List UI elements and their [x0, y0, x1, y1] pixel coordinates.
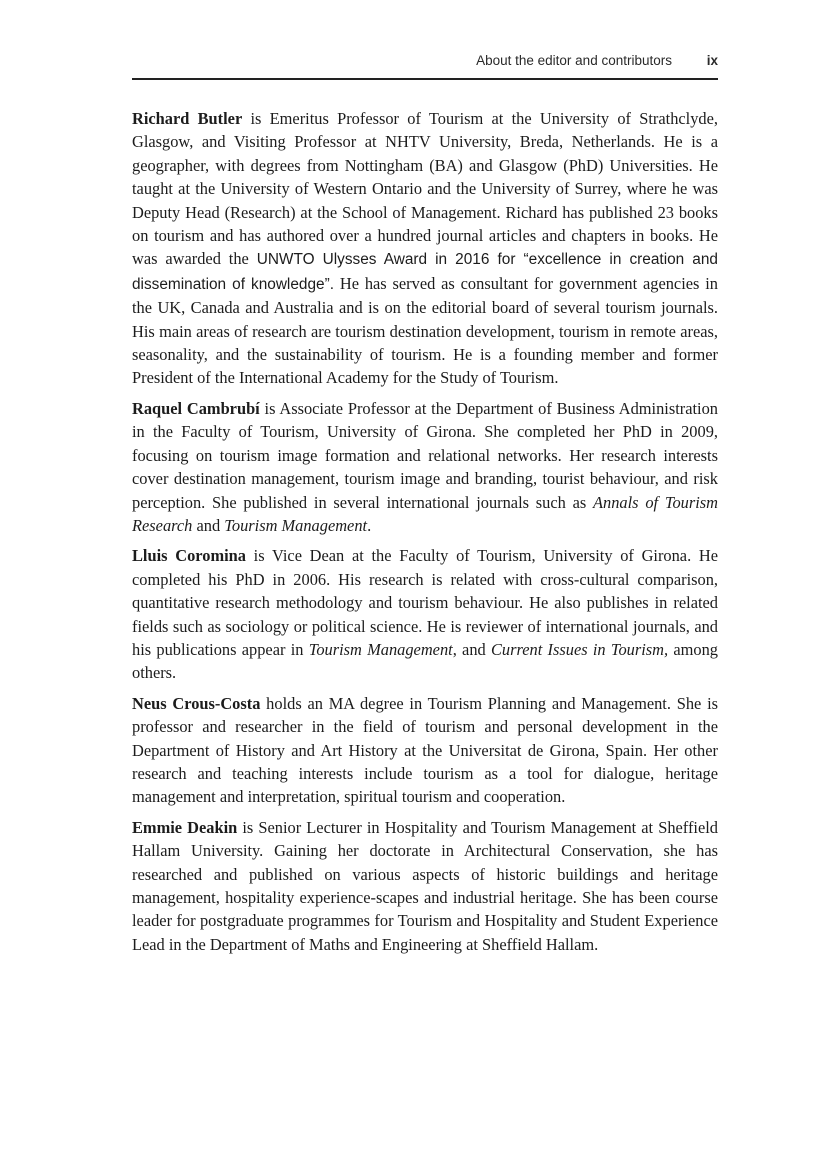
journal-title: Current Issues in Tourism, — [490, 639, 669, 659]
running-header-title: About the editor and contributors — [476, 53, 672, 68]
page-number: ix — [706, 53, 718, 68]
bio-richard-butler — [132, 107, 718, 390]
bio-text: is Emeritus Professor of Tourism at the University of Strathclyde, Glasgow, and Visiting Professor at NHTV University, Breda, Netherlands. He is a geographer, with degrees from Nottingham (BA) and Glasgow (PhD) Universities. He taught at the University of Western Ontario and the University of Surrey, where he was Deputy Head (Research) at the School of Management. Richard has published 23 books on tourism and has authored over a hundred journal articles and chapters in books. He was awarded the — [132, 109, 718, 269]
bio-emmie-deakin — [132, 816, 718, 956]
bio-text: and — [192, 515, 225, 535]
bio-text: He has served as consultant for government agencies in the UK, Canada and Australia and is on the editorial board of several tourism journals. His main areas of research are tourism destination development, tourism in remote areas, seasonality, and the sustainability of tourism. He is a founding member and former President of the International Academy for the Study of Tourism. — [132, 273, 719, 388]
contributor-name: Emmie Deakin — [132, 817, 238, 837]
contributor-name: Neus Crous-Costa — [132, 693, 261, 713]
bio-lluis-coromina — [132, 544, 718, 684]
bio-text: is Associate Professor at the Department of Business Administration in the Faculty of Tourism, University of Girona. She completed her PhD in 2009, focusing on tourism image formation and relational networks. Her research interests cover destination management, tourism image and branding, tourist behaviour, and risk perception. She published in several international journals such as — [132, 398, 718, 512]
bio-text: . — [367, 515, 372, 535]
bio-raquel-cambrubi — [132, 397, 718, 537]
journal-title: Tourism Management — [308, 639, 453, 659]
contributor-name: Raquel Cambrubí — [132, 398, 260, 418]
running-header — [132, 50, 718, 80]
bio-text: , and — [452, 639, 491, 659]
journal-title: Annals of Tourism Research — [132, 492, 718, 535]
bio-award-text: UNWTO Ulysses Award in 2016 for “excellence in creation and dissemination of knowledge”. — [132, 251, 718, 293]
bio-text: is Senior Lecturer in Hospitality and Tourism Management at Sheffield Hallam University. Gaining her doctorate in Architectural Conservation, she has researched and published on various aspects of historic buildings and heritage management, hospitality experience-scapes and industrial heritage. She has been course leader for postgraduate programmes for Tourism and Hospitality and Student Experience Lead in the Department of Maths and Engineering at Sheffield Hallam. — [132, 817, 718, 954]
bio-text: holds an MA degree in Tourism Planning and Management. She is professor and researcher in the field of tourism and personal development in the Department of History and Art History at the Universitat de Girona, Spain. Her other research and teaching interests include tourism as a tool for dialogue, heritage management and interpretation, spiritual tourism and cooperation. — [132, 693, 718, 807]
contributor-name: Lluis Coromina — [132, 546, 246, 566]
journal-title: Tourism Management — [224, 515, 368, 535]
bio-text: is Vice Dean at the Faculty of Tourism, University of Girona. He completed his PhD in 2006. His research is related with cross-cultural comparison, quantitative research methodology and tourism behaviour. He also publishes in related fields such as sociology or political science. He is reviewer of international journals, and his publications appear in — [132, 546, 718, 659]
bio-text: among others. — [132, 639, 718, 683]
contributors-list — [132, 107, 718, 963]
bio-neus-crous-costa — [132, 692, 718, 809]
contributor-name: Richard Butler — [132, 109, 243, 128]
